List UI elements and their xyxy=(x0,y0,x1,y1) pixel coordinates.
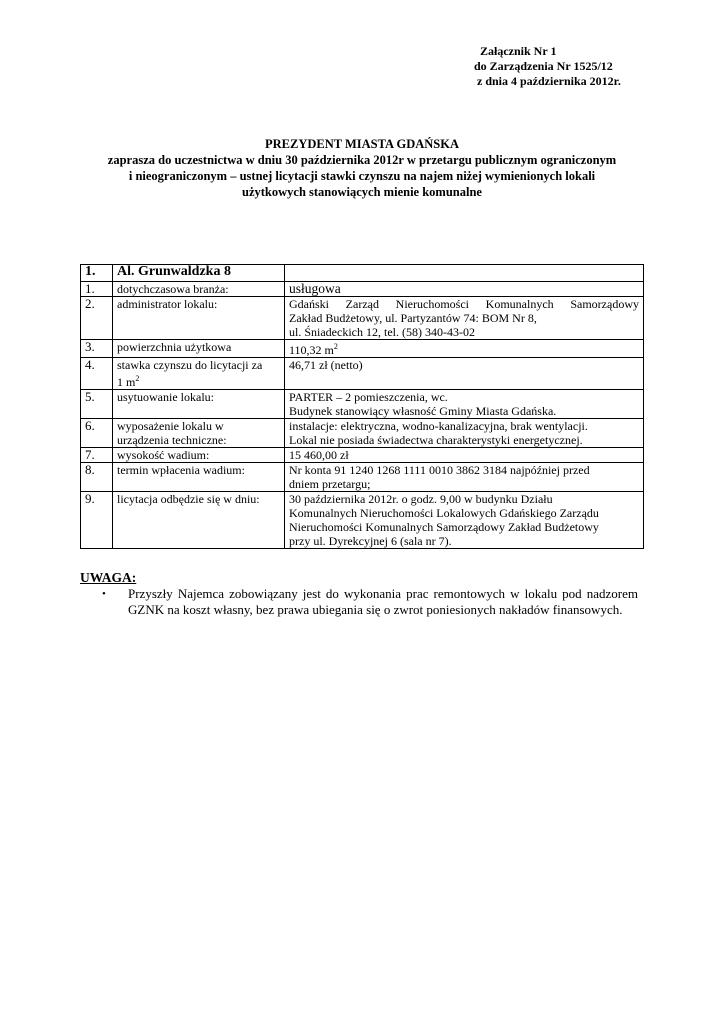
row-number: 5. xyxy=(81,390,113,419)
row-value xyxy=(285,463,644,492)
table-header-row xyxy=(81,265,644,282)
table-row xyxy=(81,463,644,492)
value-line: Lokal nie posiada świadectwa charakterystyki energetycznej. xyxy=(289,433,583,447)
row-value xyxy=(285,419,644,448)
bullet-icon: • xyxy=(102,588,106,600)
table-row xyxy=(81,282,644,297)
row-label: powierzchnia użytkowa xyxy=(113,340,285,358)
row-value xyxy=(285,297,644,340)
notice-item xyxy=(102,586,638,618)
row-number: 6. xyxy=(81,419,113,448)
label-line: urządzenia techniczne: xyxy=(117,433,227,447)
row-value xyxy=(285,390,644,419)
row-number: 7. xyxy=(81,448,113,463)
row-value xyxy=(285,492,644,549)
table-row xyxy=(81,492,644,549)
row-label xyxy=(113,419,285,448)
row-label: licytacja odbędzie się w dniu: xyxy=(113,492,285,549)
header-line: zaprasza do uczestnictwa w dniu 30 października 2012r w przetargu publicznym ograniczonym xyxy=(107,153,617,167)
table-row xyxy=(81,390,644,419)
value-line: Gdański Zarząd Nieruchomości Komunalnych Samorządowy xyxy=(289,297,639,311)
value-line: PARTER – 2 pomieszczenia, wc. xyxy=(289,390,448,404)
row-value: 15 460,00 zł xyxy=(285,448,644,463)
row-value: 46,71 zł (netto) xyxy=(285,358,644,390)
value-line: Nr konta 91 1240 1268 1111 0010 3862 3184 najpóźniej przed xyxy=(289,463,590,477)
value-line: Komunalnych Nieruchomości Lokalowych Gdańskiego Zarządu xyxy=(289,506,599,520)
row-number: 3. xyxy=(81,340,113,358)
header-address: Al. Grunwaldzka 8 xyxy=(113,265,285,282)
row-label: dotychczasowa branża: xyxy=(113,282,285,297)
row-label: termin wpłacenia wadium: xyxy=(113,463,285,492)
label-line: stawka czynszu do licytacji za xyxy=(117,358,263,372)
notice-title: UWAGA: xyxy=(80,570,137,585)
label-line: wyposażenie lokalu w xyxy=(117,419,224,433)
notice-text: Przyszły Najemca zobowiązany jest do wykonania prac remontowych w lokalu pod nadzorem GZNK na koszt własny, bez prawa ubiegania się o zwrot poniesionych nakładów finansowych. xyxy=(128,586,638,617)
value-line: Nieruchomości Komunalnych Samorządowy Zakład Budżetowy xyxy=(289,520,599,534)
table-row xyxy=(81,419,644,448)
value-line: instalacje: elektryczna, wodno-kanalizacyjna, brak wentylacji. xyxy=(289,419,588,433)
label-line xyxy=(117,372,280,389)
row-value xyxy=(285,340,644,358)
value-line: Budynek stanowiący własność Gminy Miasta Gdańska. xyxy=(289,404,557,418)
row-number: 9. xyxy=(81,492,113,549)
row-number: 8. xyxy=(81,463,113,492)
table-row xyxy=(81,448,644,463)
header-line: użytkowych stanowiących mienie komunalne xyxy=(242,185,482,199)
row-number: 1. xyxy=(81,282,113,297)
table-row xyxy=(81,297,644,340)
table-row xyxy=(81,358,644,390)
property-table xyxy=(80,264,644,549)
area-unit-exponent: 2 xyxy=(333,342,338,351)
attachment-line: Załącznik Nr 1 xyxy=(480,44,557,58)
area-value: 110,32 m xyxy=(289,343,334,357)
row-number: 4. xyxy=(81,358,113,390)
value-line: dniem przetargu; xyxy=(289,477,371,491)
label-unit-exponent: 2 xyxy=(135,374,140,383)
value-line: 30 października 2012r. o godz. 9,00 w budynku Działu xyxy=(289,492,553,506)
label-unit: 1 m xyxy=(117,375,136,389)
value-line: przy ul. Dyrekcyjnej 6 (sala nr 7). xyxy=(289,534,452,548)
header-line: i nieograniczonym – ustnej licytacji stawki czynszu na najem niżej wymienionych lokali xyxy=(128,169,596,183)
header-empty-cell xyxy=(285,265,644,282)
row-value: usługowa xyxy=(285,282,644,297)
document-title: PREZYDENT MIASTA GDAŃSKA xyxy=(264,137,459,151)
attachment-line: z dnia 4 października 2012r. xyxy=(477,74,621,88)
attachment-note xyxy=(474,44,621,89)
document-header xyxy=(60,136,664,200)
value-line: Zakład Budżetowy, ul. Partyzantów 74: BOM Nr 8, xyxy=(289,311,537,325)
header-number: 1. xyxy=(81,265,113,282)
value-line: ul. Śniadeckich 12, tel. (58) 340-43-02 xyxy=(289,325,475,339)
row-label: wysokość wadium: xyxy=(113,448,285,463)
row-number: 2. xyxy=(81,297,113,340)
table-row xyxy=(81,340,644,358)
row-label xyxy=(113,358,285,390)
row-label: administrator lokalu: xyxy=(113,297,285,340)
row-label: usytuowanie lokalu: xyxy=(113,390,285,419)
attachment-line: do Zarządzenia Nr 1525/12 xyxy=(474,59,613,73)
